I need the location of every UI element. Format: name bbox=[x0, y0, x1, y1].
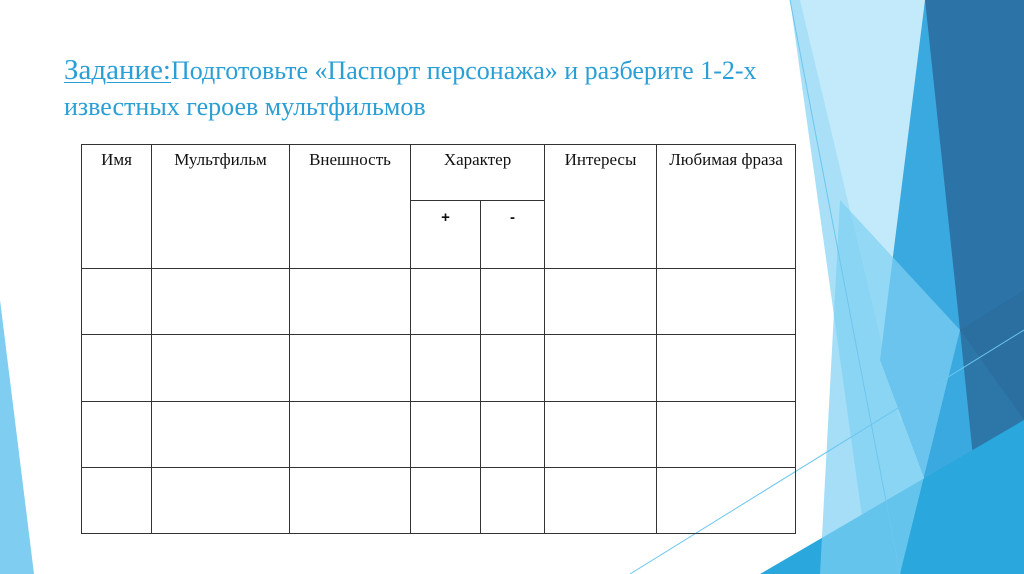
table-row bbox=[82, 335, 796, 401]
header-character-minus: - bbox=[481, 201, 545, 269]
table-cell[interactable] bbox=[290, 335, 411, 401]
table-cell[interactable] bbox=[411, 401, 481, 467]
table-cell[interactable] bbox=[657, 269, 796, 335]
table-cell[interactable] bbox=[152, 467, 290, 533]
table-cell[interactable] bbox=[82, 467, 152, 533]
table-cell[interactable] bbox=[82, 401, 152, 467]
table-cell[interactable] bbox=[481, 269, 545, 335]
header-interests: Интересы bbox=[545, 145, 657, 269]
table-cell[interactable] bbox=[82, 269, 152, 335]
table-cell[interactable] bbox=[290, 401, 411, 467]
character-passport-table bbox=[81, 144, 796, 534]
table-cell[interactable] bbox=[82, 335, 152, 401]
table-cell[interactable] bbox=[545, 401, 657, 467]
task-label: Задание: bbox=[64, 54, 171, 86]
table-row bbox=[82, 401, 796, 467]
table-cell[interactable] bbox=[481, 467, 545, 533]
left-decor-shape bbox=[0, 300, 34, 574]
table-cell[interactable] bbox=[152, 269, 290, 335]
table-row bbox=[82, 269, 796, 335]
header-name: Имя bbox=[82, 145, 152, 269]
header-character: Характер bbox=[411, 145, 545, 201]
table-cell[interactable] bbox=[481, 401, 545, 467]
table-row bbox=[82, 467, 796, 533]
task-text: Подготовьте «Паспорт персонажа» и разберите 1-2-х известных героев мультфильмов bbox=[64, 56, 757, 121]
table-cell[interactable] bbox=[152, 335, 290, 401]
header-appearance: Внешность bbox=[290, 145, 411, 269]
header-row bbox=[82, 145, 796, 201]
header-cartoon: Мультфильм bbox=[152, 145, 290, 269]
table-cell[interactable] bbox=[657, 401, 796, 467]
table-cell[interactable] bbox=[657, 467, 796, 533]
table-cell[interactable] bbox=[481, 335, 545, 401]
header-favorite-phrase: Любимая фраза bbox=[657, 145, 796, 269]
table-cell[interactable] bbox=[411, 269, 481, 335]
header-character-plus: + bbox=[411, 201, 481, 269]
table-cell[interactable] bbox=[411, 467, 481, 533]
table-cell[interactable] bbox=[290, 269, 411, 335]
table-cell[interactable] bbox=[657, 335, 796, 401]
table-cell[interactable] bbox=[411, 335, 481, 401]
table-cell[interactable] bbox=[545, 269, 657, 335]
table-cell[interactable] bbox=[152, 401, 290, 467]
table-cell[interactable] bbox=[545, 335, 657, 401]
table-cell[interactable] bbox=[290, 467, 411, 533]
slide-title bbox=[64, 52, 764, 125]
table-cell[interactable] bbox=[545, 467, 657, 533]
